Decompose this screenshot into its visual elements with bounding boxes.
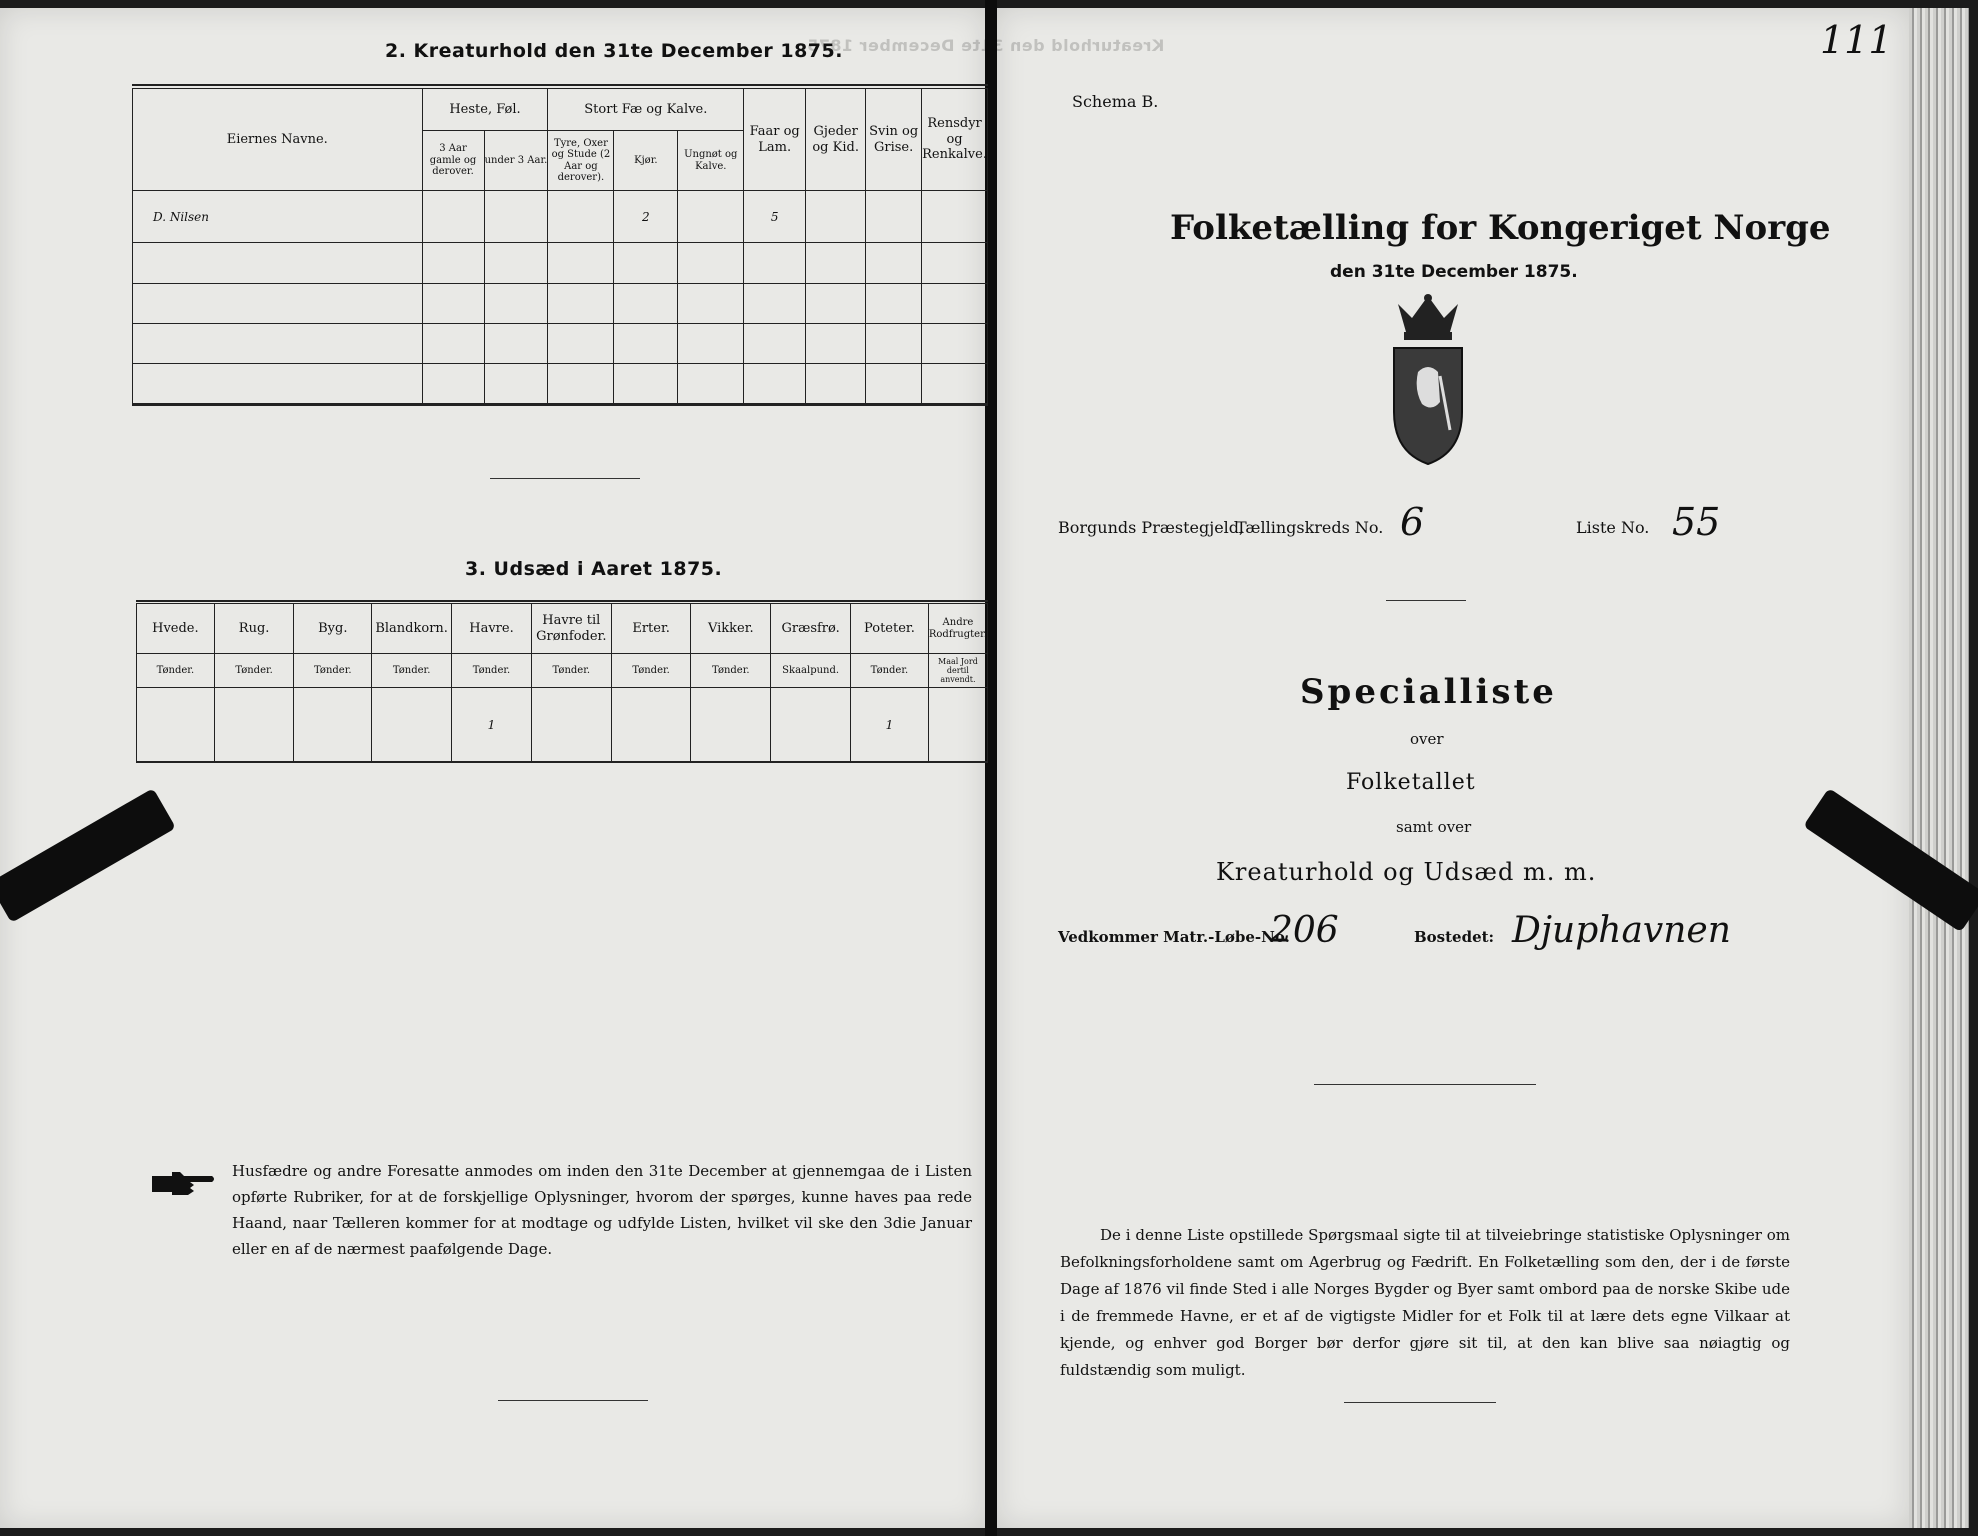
district-value: 6 — [1400, 500, 1425, 544]
faar-header: Faar og Lam. — [744, 89, 806, 191]
havre-header: Havre. — [452, 604, 532, 654]
faar-value: 5 — [744, 191, 806, 243]
kreaturhold-label: Kreaturhold og Udsæd m. m. — [1216, 858, 1597, 886]
havre-value: 1 — [452, 688, 532, 762]
coat-of-arms-icon — [1388, 292, 1468, 468]
unit-cell: Tønder. — [214, 654, 294, 688]
heste-under3-header: under 3 Aar. — [484, 131, 548, 191]
erter-header: Erter. — [611, 604, 691, 654]
seed-table-bottom-rule — [136, 761, 988, 763]
bleed-through-text: Kreaturhold den 31te December 1875. — [800, 36, 1165, 55]
table-cell — [922, 191, 988, 243]
seed-value — [928, 688, 987, 762]
table-cell — [678, 191, 744, 243]
seed-value — [372, 688, 452, 762]
table-cell — [806, 191, 866, 243]
unit-cell: Tønder. — [294, 654, 372, 688]
folketallet-label: Folketallet — [1346, 770, 1476, 795]
table-bottom-rule — [132, 404, 988, 406]
unit-cell: Tønder. — [452, 654, 532, 688]
unit-cell: Tønder. — [611, 654, 691, 688]
bosted-value: Djuphavnen — [1512, 910, 1731, 951]
list-value: 55 — [1672, 500, 1721, 544]
census-date: den 31te December 1875. — [1330, 262, 1578, 282]
matr-value: 206 — [1270, 910, 1339, 951]
section3-title: 3. Udsæd i Aaret 1875. — [465, 558, 723, 580]
seed-value — [691, 688, 771, 762]
byg-header: Byg. — [294, 604, 372, 654]
census-title: Folketælling for Kongeriget Norge — [1170, 208, 1831, 248]
tyre-oxer-header: Tyre, Oxer og Stude (2 Aar og derover). — [548, 131, 614, 191]
rug-header: Rug. — [214, 604, 294, 654]
seed-value — [137, 688, 215, 762]
seed-value — [611, 688, 691, 762]
kjor-header: Kjør. — [614, 131, 678, 191]
unit-cell: Tønder. — [137, 654, 215, 688]
schema-label: Schema B. — [1072, 92, 1159, 111]
seed-value — [771, 688, 851, 762]
divider-right-2 — [1314, 1084, 1536, 1085]
pointing-hand-icon — [150, 1168, 216, 1200]
footer-text: De i denne Liste opstillede Spørgsmaal sigte til at tilveiebringe statistiske Oplysninger om Befolkningsforholdene samt om Agerbrug og Fædrift. En Folketælling som den, der i de første Dage af 1876 vil finde Sted i alle Norges Bygder og Byer samt ombord paa de norske Skibe ude i de fremmede Havne, er et af de vigtigste Midler for et Folk til at lære dets egne Vilkaar at kjende, og enhver god Borger bør derfor gjøre sit til, at den kan blive saa nøiagtig og fuldstændig som muligt. — [1060, 1226, 1790, 1379]
table-cell — [422, 191, 484, 243]
matr-label: Vedkommer Matr.-Løbe-No. — [1058, 928, 1290, 946]
owner-name-cell: D. Nilsen — [133, 191, 423, 243]
poteter-value: 1 — [851, 688, 929, 762]
seed-table — [136, 603, 988, 762]
divider-bottom-left — [498, 1400, 648, 1401]
owner-header: Eiernes Navne. — [133, 89, 423, 191]
unit-cell: Tønder. — [691, 654, 771, 688]
unit-cell: Tønder. — [531, 654, 611, 688]
gjeder-header: Gjeder og Kid. — [806, 89, 866, 191]
table-cell — [866, 191, 922, 243]
divider-right-bottom — [1344, 1402, 1496, 1403]
unit-cell: Tønder. — [372, 654, 452, 688]
rodfrugter-header: Andre Rodfrugter. — [928, 604, 987, 654]
kjor-value: 2 — [614, 191, 678, 243]
parish-label: Borgunds Præstegjeld, — [1058, 518, 1245, 537]
stort-fae-header: Stort Fæ og Kalve. — [548, 89, 744, 131]
table-top-rule — [132, 84, 988, 86]
divider-right-1 — [1386, 600, 1466, 601]
over-label: over — [1410, 730, 1444, 748]
unit-cell: Skaalpund. — [771, 654, 851, 688]
specialliste-title: Specialliste — [1300, 672, 1557, 712]
graesfro-header: Græsfrø. — [771, 604, 851, 654]
ungnot-header: Ungnøt og Kalve. — [678, 131, 744, 191]
divider-short — [490, 478, 640, 479]
heste-header: Heste, Føl. — [422, 89, 548, 131]
seed-value — [531, 688, 611, 762]
havre-gronfoder-header: Havre til Grønfoder. — [531, 604, 611, 654]
page-edges — [1909, 8, 1969, 1528]
table-cell — [548, 191, 614, 243]
vikker-header: Vikker. — [691, 604, 771, 654]
seed-value — [294, 688, 372, 762]
livestock-table — [132, 88, 988, 404]
table-cell — [484, 191, 548, 243]
heste-3aar-header: 3 Aar gamle og derover. — [422, 131, 484, 191]
blandkorn-header: Blandkorn. — [372, 604, 452, 654]
seed-table-top-rule — [136, 600, 988, 602]
list-label: Liste No. — [1576, 518, 1650, 537]
section2-title: 2. Kreaturhold den 31te December 1875. — [385, 40, 843, 62]
bosted-label: Bostedet: — [1414, 928, 1495, 946]
seed-value — [214, 688, 294, 762]
notice-text: Husfædre og andre Foresatte anmodes om inden den 31te December at gjennemgaa de i Listen opførte Rubriker, for at de forskjellige Oplysninger, hvorom der spørges, kunne haves paa rede Haand, naar Tælleren kommer for at modtage og udfylde Listen, hvilket vil ske den 3die Januar eller en af de nærmest paafølgende Dage. — [232, 1162, 972, 1258]
rensdyr-header: Rensdyr og Renkalve. — [922, 89, 988, 191]
poteter-header: Poteter. — [851, 604, 929, 654]
hvede-header: Hvede. — [137, 604, 215, 654]
district-label: Tællingskreds No. — [1236, 518, 1384, 537]
page-number: 111 — [1820, 18, 1893, 62]
unit-cell: Maal Jord dertil anvendt. — [928, 654, 987, 688]
samt-over-label: samt over — [1396, 818, 1472, 836]
unit-cell: Tønder. — [851, 654, 929, 688]
svin-header: Svin og Grise. — [866, 89, 922, 191]
